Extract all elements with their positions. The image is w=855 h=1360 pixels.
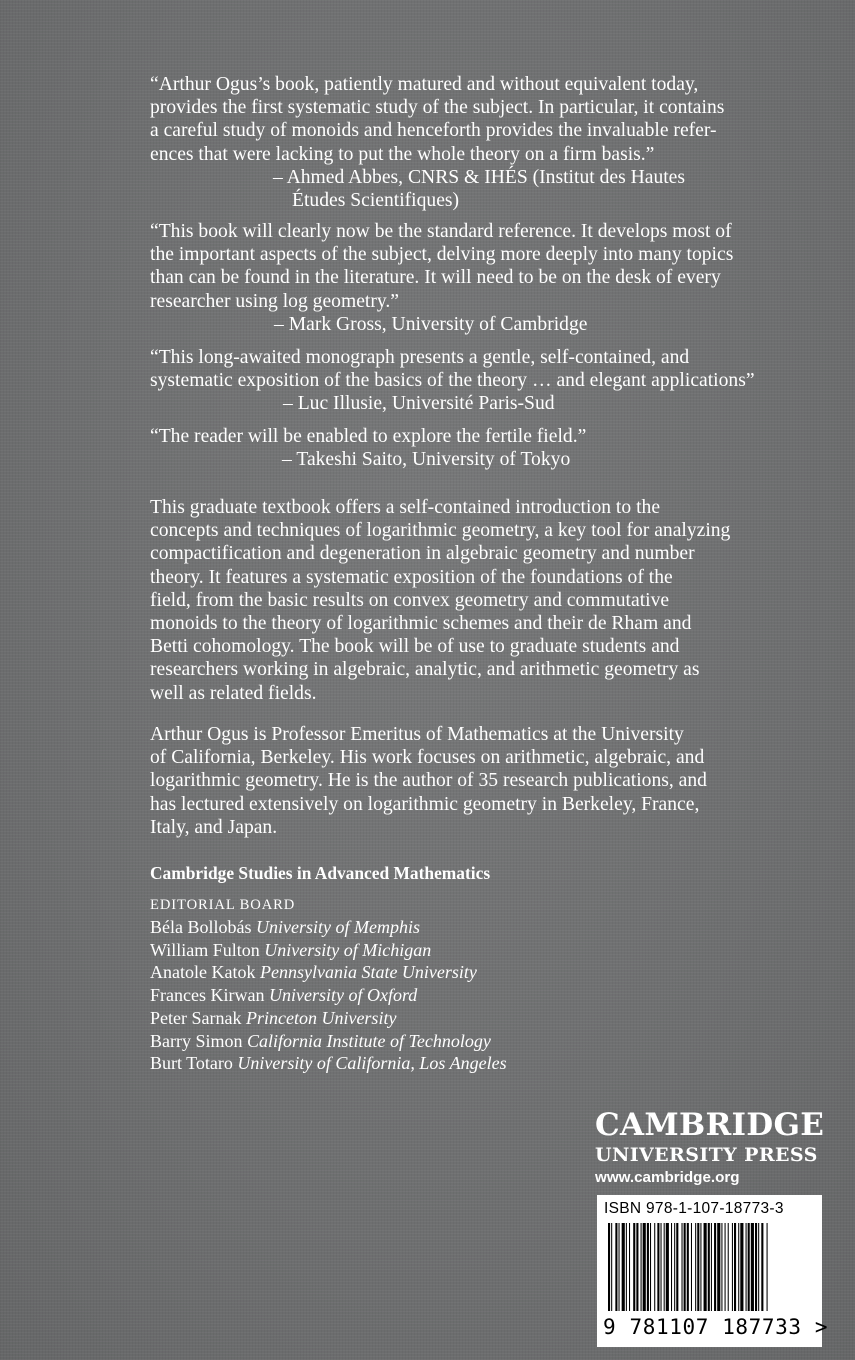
description-line: researchers working in algebraic, analytic, and arithmetic geometry as [150, 659, 700, 681]
board-member [150, 916, 507, 939]
blurb-attribution: – Ahmed Abbes, CNRS & IHÉS (Institut des Hautes [273, 166, 686, 188]
barcode [606, 1223, 813, 1311]
barcode-bar [704, 1223, 707, 1311]
blurb-attribution: – Mark Gross, University of Cambridge [274, 313, 588, 335]
member-affiliation: University of Michigan [264, 939, 432, 960]
barcode-bar [755, 1223, 757, 1311]
member-affiliation: Princeton University [245, 1007, 397, 1028]
book-description [150, 496, 810, 705]
barcode-bar [633, 1223, 635, 1311]
bio-line: Italy, and Japan. [150, 816, 278, 838]
member-affiliation: University of California, Los Angeles [237, 1053, 507, 1074]
board-member [150, 1007, 507, 1030]
blurb-abbes [150, 73, 810, 212]
barcode-bar [629, 1223, 630, 1311]
publisher-url: www.cambridge.org [595, 1169, 740, 1186]
barcode-bar [650, 1223, 651, 1311]
blurb-line: “Arthur Ogus’s book, patiently matured and without equivalent today, [150, 74, 699, 95]
blurb-saito [150, 425, 810, 471]
barcode-bar [622, 1223, 625, 1311]
member-name: Peter Sarnak [150, 1007, 242, 1028]
barcode-bar [611, 1223, 612, 1311]
barcode-bar [619, 1223, 620, 1311]
blurb-line: provides the first systematic study of the subject. In particular, it contains [150, 97, 725, 119]
member-name: Béla Bollobás [150, 917, 252, 937]
barcode-bar [671, 1223, 672, 1311]
board-member [150, 1052, 507, 1075]
barcode-bar [738, 1223, 739, 1311]
description-line: compactification and degeneration in algebraic geometry and number [150, 543, 695, 565]
description-line: This graduate textbook offers a self-contained introduction to the [150, 497, 661, 518]
member-affiliation: California Institute of Technology [247, 1030, 491, 1051]
barcode-bar [711, 1223, 712, 1311]
description-line: concepts and techniques of logarithmic geometry, a key tool for analyzing [150, 520, 731, 542]
blurb-line: ences that were lacking to put the whole theory on a firm basis.” [150, 143, 655, 165]
member-affiliation: University of Memphis [256, 917, 420, 937]
barcode-bar [695, 1223, 696, 1311]
member-name: Frances Kirwan [150, 985, 265, 1006]
barcode-bar [641, 1223, 642, 1311]
barcode-bar [700, 1223, 701, 1311]
publisher-name: CAMBRIDGE [595, 1107, 825, 1143]
barcode-bar [767, 1223, 768, 1311]
barcode-bar [643, 1223, 646, 1311]
blurb-line: “The reader will be enabled to explore the fertile field.” [150, 426, 587, 447]
barcode-bar [761, 1223, 763, 1311]
barcode-bar [748, 1223, 750, 1311]
barcode-bar [676, 1223, 678, 1311]
barcode-bar [746, 1223, 747, 1311]
barcode-bar [717, 1223, 720, 1311]
member-affiliation: Pennsylvania State University [259, 962, 477, 983]
barcode-bar [687, 1223, 689, 1311]
isbn-digits: 9 781107 187733 > [603, 1315, 829, 1339]
barcode-bar [728, 1223, 729, 1311]
member-name: Anatole Katok [150, 962, 256, 983]
barcode-bar [758, 1223, 759, 1311]
blurb-line: systematic exposition of the basics of the theory … and elegant applications” [150, 370, 755, 392]
blurb-gross [150, 220, 810, 336]
bio-line: logarithmic geometry. He is the author of 35 research publications, and [150, 770, 707, 792]
barcode-bar [697, 1223, 699, 1311]
series-title: Cambridge Studies in Advanced Mathematics [150, 863, 491, 883]
barcode-bar [666, 1223, 669, 1311]
publisher-press: UNIVERSITY PRESS [595, 1144, 818, 1166]
barcode-bar [615, 1223, 617, 1311]
barcode-bar [682, 1223, 683, 1311]
barcode-bar [684, 1223, 686, 1311]
blurb-line: the important aspects of the subject, delving more deeply into many topics [150, 244, 734, 266]
description-line: field, from the basic results on convex geometry and commutative [150, 589, 670, 611]
member-name: Burt Totaro [150, 1053, 233, 1074]
description-line: monoids to the theory of logarithmic schemes and their de Rham and [150, 613, 692, 635]
member-affiliation: University of Oxford [268, 985, 418, 1006]
barcode-bar [725, 1223, 726, 1311]
barcode-bar [691, 1223, 692, 1311]
description-line: well as related fields. [150, 682, 317, 704]
barcode-bar [751, 1223, 754, 1311]
barcode-bar [740, 1223, 743, 1311]
barcode-bar [664, 1223, 665, 1311]
barcode-bar [636, 1223, 638, 1311]
blurb-line: “This long-awaited monograph presents a gentle, self-contained, and [150, 347, 690, 368]
barcode-bar [608, 1223, 610, 1311]
board-member [150, 961, 507, 984]
editorial-board-heading: EDITORIAL BOARD [150, 897, 296, 913]
bio-line: has lectured extensively on logarithmic geometry in Berkeley, France, [150, 793, 700, 815]
isbn-label: ISBN 978-1-107-18773-3 [604, 1200, 784, 1217]
barcode-bar [661, 1223, 662, 1311]
barcode-bar [708, 1223, 710, 1311]
publisher-logo [595, 1108, 825, 1186]
bio-line: Arthur Ogus is Professor Emeritus of Mathematics at the University [150, 724, 684, 745]
board-member [150, 984, 507, 1007]
board-member [150, 939, 507, 962]
bio-line: of California, Berkeley. His work focuses on arithmetic, algebraic, and [150, 747, 705, 769]
blurb-line: a careful study of monoids and henceforth provides the invaluable refer- [150, 120, 717, 142]
author-bio [150, 723, 810, 839]
barcode-bar [734, 1223, 736, 1311]
member-name: William Fulton [150, 939, 260, 960]
blurb-line: than can be found in the literature. It will need to be on the desk of every [150, 267, 721, 289]
isbn-barcode-box [597, 1195, 829, 1347]
barcode-bar [714, 1223, 716, 1311]
barcode-bar [674, 1223, 675, 1311]
blurb-attribution: – Luc Illusie, Université Paris-Sud [283, 393, 555, 415]
blurb-attribution: – Takeshi Saito, University of Tokyo [282, 449, 571, 471]
editorial-board-list [150, 916, 507, 1075]
barcode-bar [732, 1223, 733, 1311]
member-name: Barry Simon [150, 1030, 243, 1051]
barcode-bar [654, 1223, 655, 1311]
barcode-bar [657, 1223, 659, 1311]
blurb-line: researcher using log geometry.” [150, 290, 399, 312]
blurb-attribution: Études Scientifiques) [292, 190, 460, 212]
barcode-bar [647, 1223, 649, 1311]
blurb-illusie [150, 346, 810, 416]
board-member [150, 1030, 507, 1053]
blurb-line: “This book will clearly now be the standard reference. It develops most of [150, 221, 732, 242]
barcode-bar [626, 1223, 627, 1311]
description-line: Betti cohomology. The book will be of use to graduate students and [150, 636, 680, 658]
barcode-bar [721, 1223, 722, 1311]
description-line: theory. It features a systematic exposition of the foundations of the [150, 566, 673, 588]
